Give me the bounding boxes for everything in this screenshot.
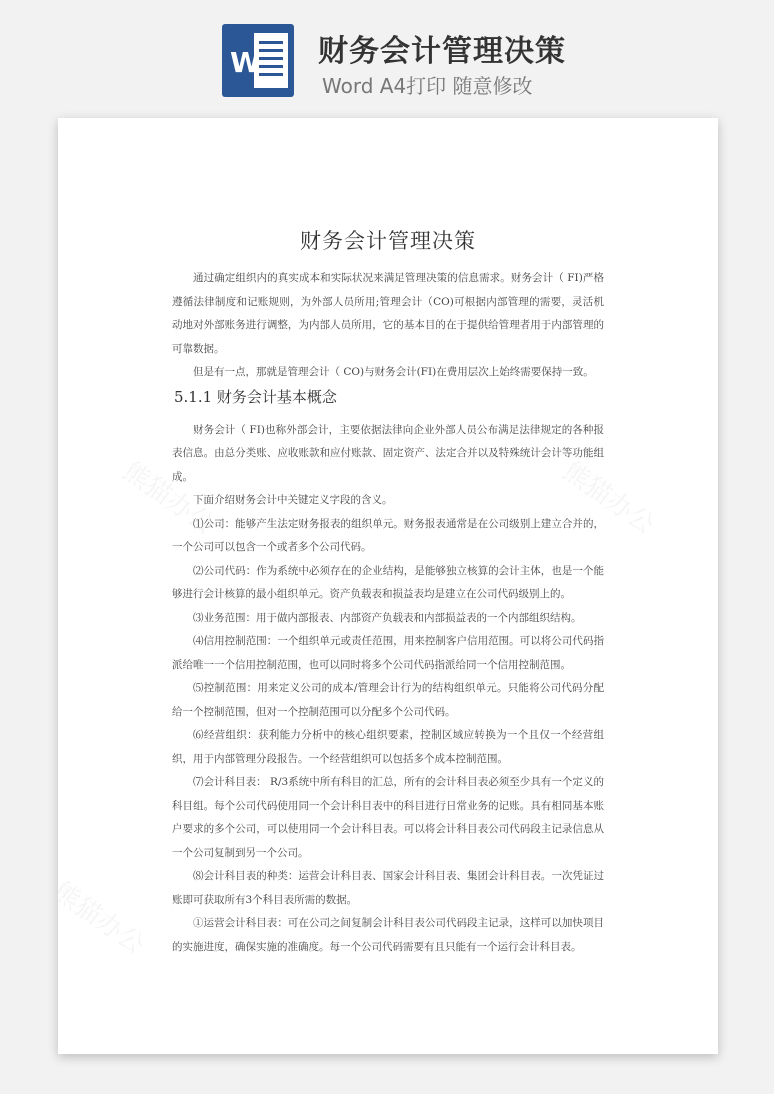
section-heading: 5.1.1 财务会计基本概念 [174, 387, 337, 406]
banner-subtitle: Word A4打印 随意修改 [322, 74, 533, 98]
document-title: 财务会计管理决策 [300, 229, 476, 253]
paragraph: ⑻会计科目表的种类：运营会计科目表、国家会计科目表、集团会计科目表。一次凭证过账即可获取所有3个科目表所需的数据。 [172, 870, 604, 906]
paragraph: 财务会计（ FI)也称外部会计，主要依据法律向企业外部人员公布满足法律规定的各种报表信息。由总分类账、应收账款和应付账款、固定资产、法定合并以及特殊统计会计等功能组成。 [172, 423, 604, 483]
paragraph: 通过确定组织内的真实成本和实际状况来满足管理决策的信息需求。财务会计（ FI)严格遵循法律制度和记账规则，为外部人员所用;管理会计（CO)可根据内部管理的需要，灵活机动地对外部账务进行调整，为内部人员所用，它的基本目的在于提供给管理者用于内部管理的可靠数据。 [172, 272, 604, 355]
document-content [172, 225, 604, 959]
paragraph: ⑹经营组织：获利能力分析中的核心组织要素，控制区域应转换为一个且仅一个经营组织，用于内部管理分段报告。一个经营组织可以包括多个成本控制范围。 [172, 729, 604, 765]
paragraph: ⑵公司代码：作为系统中必须存在的企业结构，是能够独立核算的会计主体，也是一个能够进行会计核算的最小组织单元。资产负载表和损益表均是建立在公司代码级别上的。 [172, 564, 604, 600]
paragraph: ⑺会计科目表： R/3系统中所有科目的汇总，所有的会计科目表必须至少具有一个定义的科目组。每个公司代码使用同一个会计科目表中的科目进行日常业务的记账。具有相同基本账户要求的多个公司，可以使用同一个会计科目表。可以将会计科目表公司代码段主记录信息从一个公司复制到另一个公司。 [172, 776, 604, 859]
banner-title: 财务会计管理决策 [318, 34, 566, 69]
word-doc-icon [222, 24, 294, 97]
paragraph: ⑷信用控制范围：一个组织单元或责任范围，用来控制客户信用范围。可以将公司代码指派给唯一一个信用控制范围，也可以同时将多个公司代码指派给同一个信用控制范围。 [172, 635, 604, 671]
header-banner [0, 0, 774, 118]
word-icon-letter: W [230, 46, 261, 79]
paragraph: ⑴公司：能够产生法定财务报表的组织单元。财务报表通常是在公司级别上建立合并的，一个公司可以包含一个或者多个公司代码。 [172, 517, 604, 553]
paragraph: ①运营会计科目表：可在公司之间复制会计科目表公司代码段主记录，这样可以加快项目的实施进度，确保实施的准确度。每一个公司代码需要有且只能有一个运行会计科目表。 [172, 917, 604, 953]
document-page [58, 118, 718, 1054]
paragraph: ⑶业务范围：用于做内部报表、内部资产负载表和内部损益表的一个内部组织结构。 [193, 611, 582, 624]
watermark [58, 872, 153, 962]
paragraph: 下面介绍财务会计中关键定义字段的含义。 [193, 494, 393, 506]
paragraph: ⑸控制范围：用来定义公司的成本/管理会计行为的结构组织单元。只能将公司代码分配给一个控制范围，但对一个控制范围可以分配多个公司代码。 [172, 682, 604, 718]
paragraph: 但是有一点，那就是管理会计（ CO)与财务会计(FI)在费用层次上始终需要保持一致。 [193, 366, 594, 378]
